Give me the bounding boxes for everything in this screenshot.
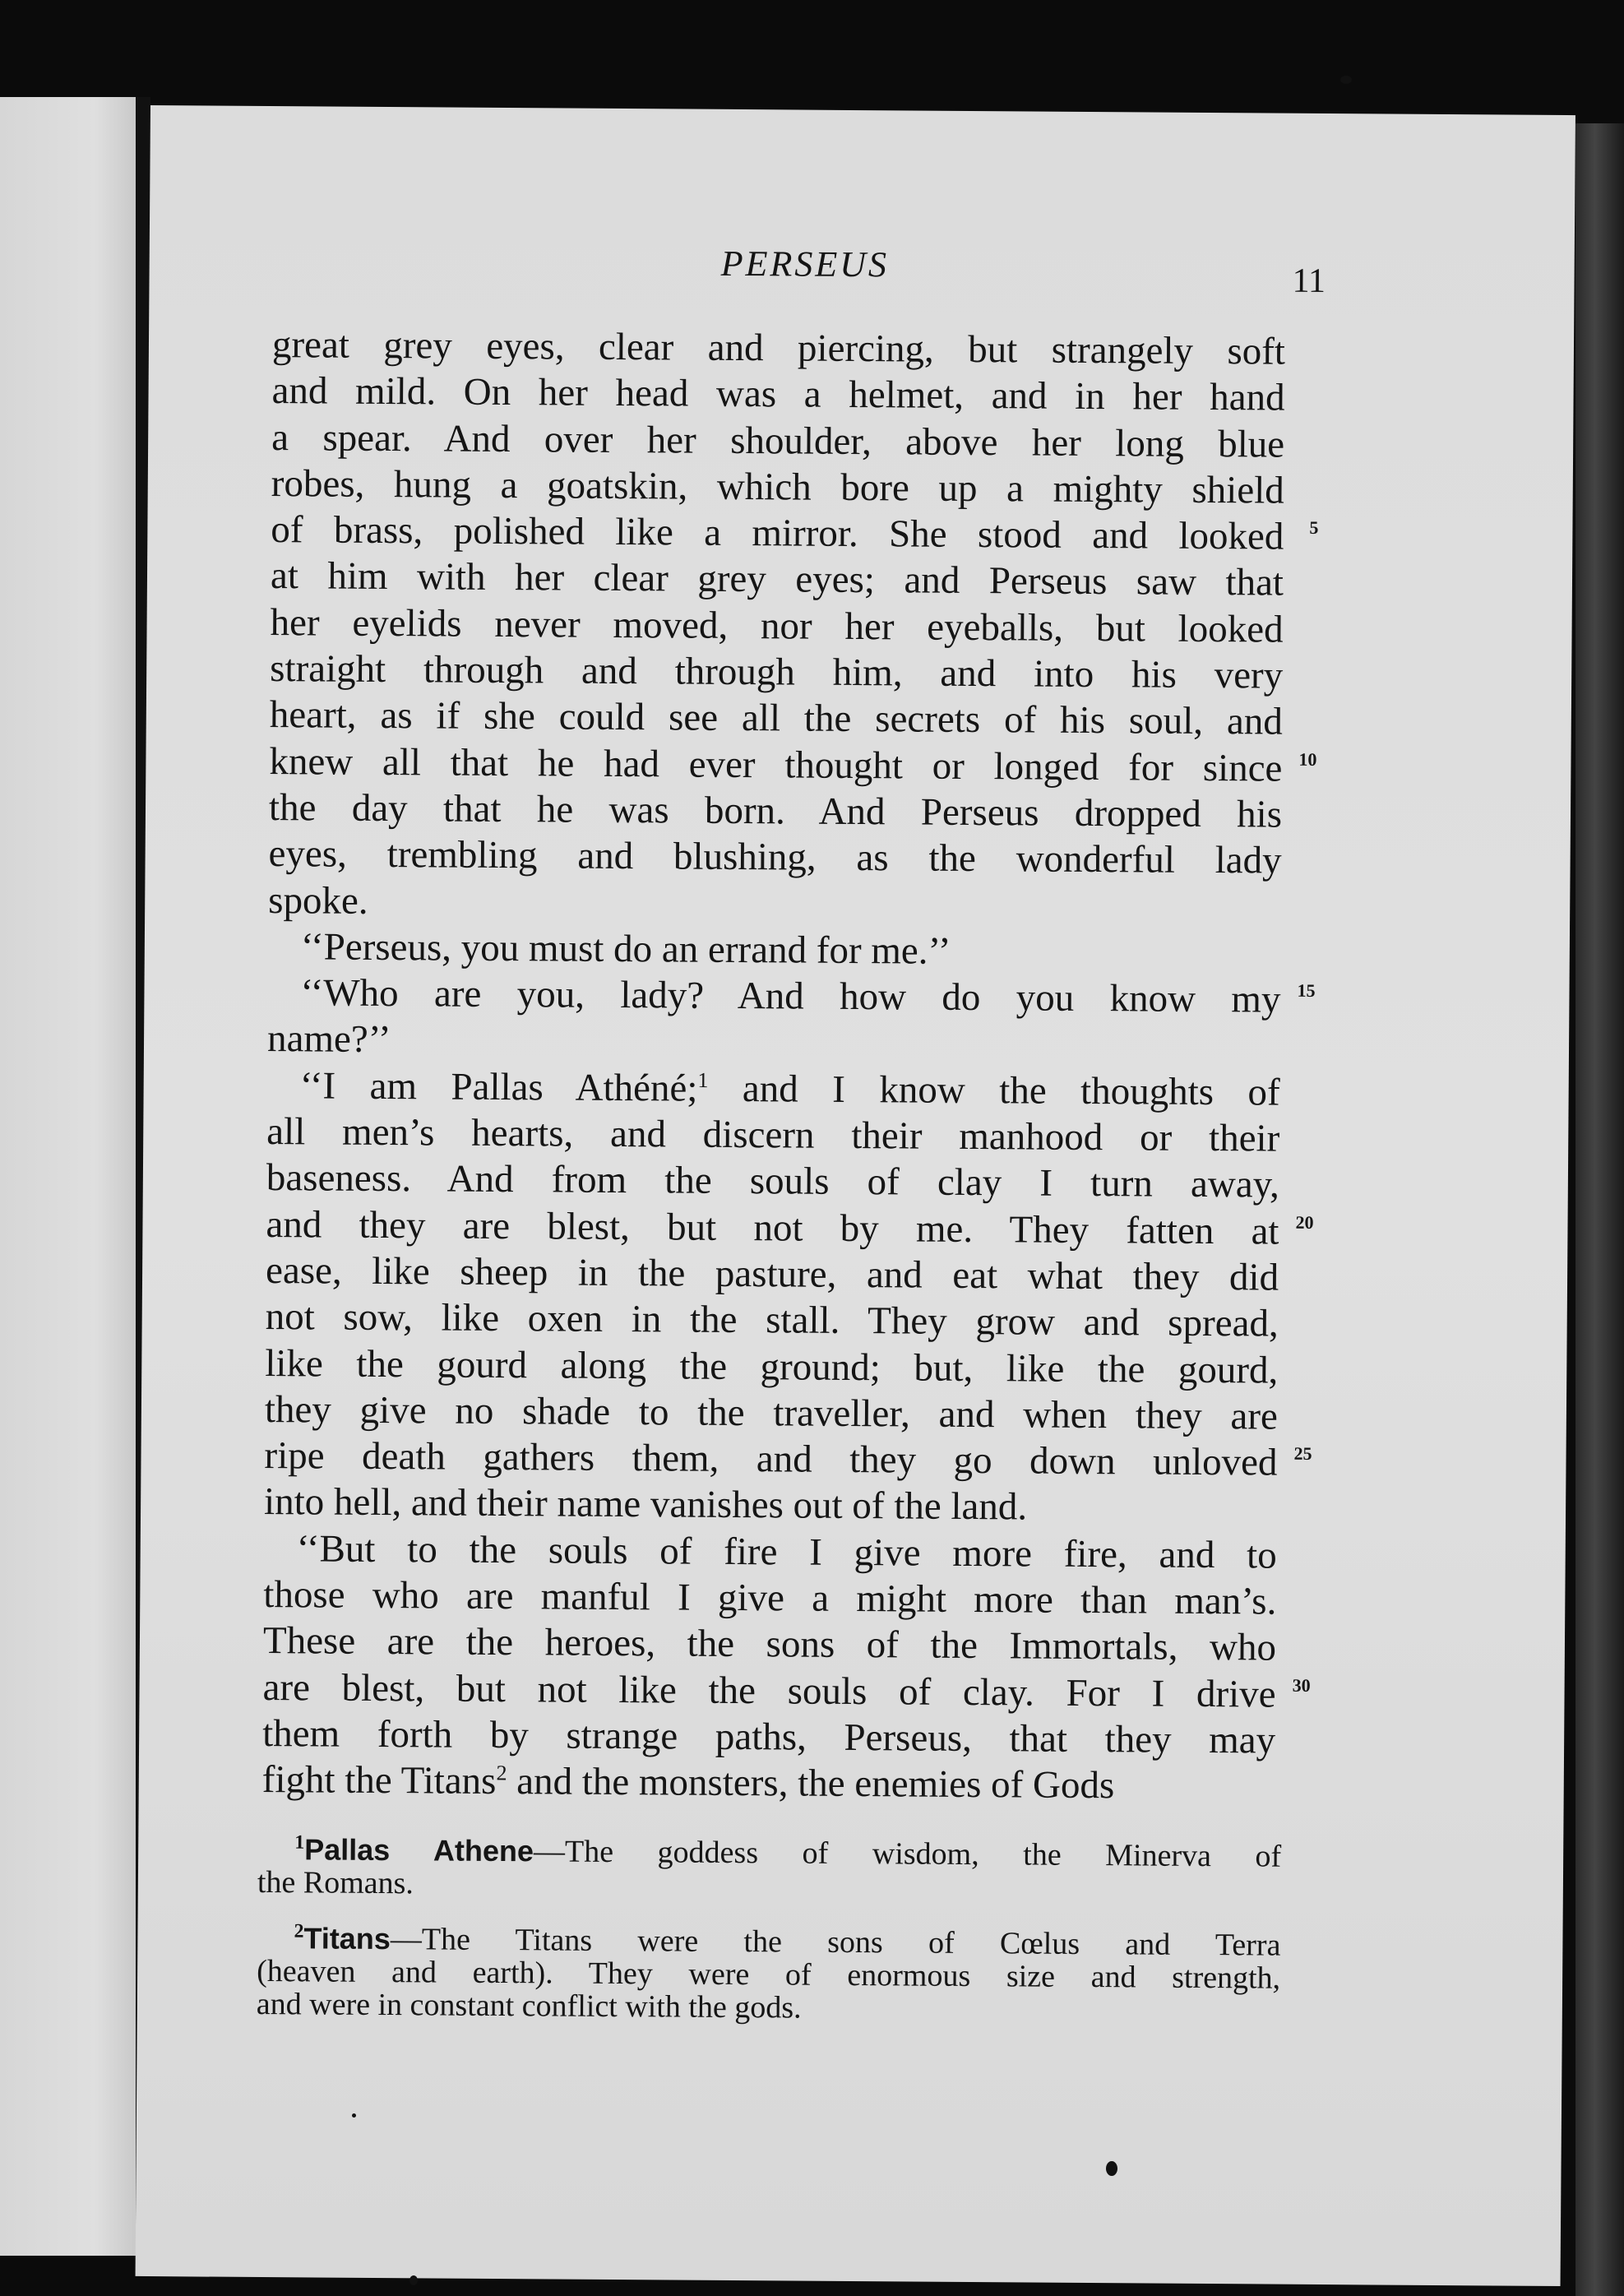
text-line (271, 553, 1284, 607)
line-text: ‘‘I am Pallas Athéné; (299, 1064, 698, 1110)
text-line (271, 461, 1284, 514)
text-line (266, 1109, 1279, 1162)
line-text: and they are blest, but not by me. They fatten at (266, 1202, 1279, 1253)
line-number: 30 (1292, 1674, 1311, 1696)
text-line (265, 1386, 1278, 1440)
footnote-term: Titans (303, 1921, 391, 1956)
text-line (266, 1248, 1279, 1301)
footnote (257, 1922, 1281, 2028)
footnote-reference: 2 (496, 1761, 507, 1785)
page-stack-edge (1575, 123, 1624, 2296)
line-text: knew all that he had ever thought or longed for since (269, 739, 1283, 790)
footnotes (257, 1833, 1282, 2028)
line-text: those who are manful I give a might more than man’s. (263, 1573, 1277, 1623)
line-text: the day that he was born. And Perseus dropped his (268, 785, 1283, 836)
dust-speck (352, 2113, 356, 2118)
line-text: not sow, like oxen in the stall. They grow and spread, (265, 1295, 1279, 1345)
dust-speck (1106, 2161, 1117, 2176)
text-line (262, 1757, 1275, 1810)
footnote-text: the Romans. (257, 1864, 414, 1901)
line-text: spoke. (268, 878, 368, 923)
line-text: they give no shade to the traveller, and when they are (264, 1387, 1279, 1438)
line-text: ease, like sheep in the pasture, and eat what they did (265, 1248, 1279, 1299)
line-text: of brass, polished like a mirror. She stood and looked (271, 508, 1284, 558)
text-line (266, 1155, 1279, 1208)
line-text: baseness. And from the souls of clay I turn away, (266, 1156, 1280, 1206)
text-line (266, 1201, 1314, 1255)
footnote-mark: 2 (294, 1920, 304, 1942)
line-number: 5 (1309, 517, 1319, 539)
line-text: name?’’ (266, 1017, 391, 1062)
text-line (269, 785, 1282, 838)
line-text: eyes, trembling and blushing, as the wonderful lady (268, 832, 1282, 882)
text-line (268, 831, 1281, 884)
text-line (266, 1294, 1279, 1347)
line-text: great grey eyes, clear and piercing, but strangely soft (271, 323, 1286, 373)
text-line (265, 1340, 1278, 1394)
footnote-text: (heaven and earth). They were of enormous size and strength, (257, 1953, 1281, 1996)
text-line (263, 1572, 1276, 1625)
line-text: These are the heroes, the sons of the Immortals, who (262, 1619, 1277, 1669)
line-text: at him with her clear grey eyes; and Perseus saw that (270, 554, 1284, 605)
line-text: straight through and through him, and into his very (270, 647, 1284, 697)
footnote-reference: 1 (697, 1067, 709, 1092)
line-text: ‘‘But to the souls of fire I give more fire, and to (296, 1527, 1277, 1577)
line-number: 20 (1295, 1211, 1314, 1233)
text-line (271, 507, 1319, 560)
line-text-continued: and the monsters, the enemies of Gods (507, 1760, 1115, 1808)
text-line (268, 923, 1281, 977)
line-text: ‘‘Perseus, you must do an errand for me.’’ (300, 925, 951, 973)
line-text: ‘‘Who are you, lady? And how do you know my (300, 971, 1281, 1021)
text-line (267, 970, 1316, 1023)
line-text: a spear. And over her shoulder, above her long blue (271, 415, 1285, 466)
book-page (136, 105, 1575, 2286)
line-text: all men’s hearts, and discern their manhood or their (266, 1110, 1280, 1160)
line-text: ripe death gathers them, and they go down unloved (264, 1434, 1278, 1484)
text-line (264, 1479, 1277, 1532)
text-line (268, 877, 1281, 931)
line-text: them forth by strange paths, Perseus, that they may (261, 1711, 1276, 1762)
line-text: and mild. On her head was a helmet, and in her hand (271, 369, 1285, 419)
footnote (257, 1833, 1282, 1906)
text-line (272, 322, 1285, 375)
text-line (264, 1433, 1312, 1486)
text-line (263, 1618, 1276, 1671)
line-text: into hell, and their name vanishes out of the land. (263, 1480, 1028, 1529)
footnote-term: Pallas Athene (304, 1832, 534, 1868)
line-number: 15 (1297, 979, 1316, 1002)
facing-page-edge (0, 97, 136, 2256)
footnote-mark: 1 (294, 1831, 305, 1854)
text-line (269, 738, 1317, 792)
text-line (270, 646, 1283, 699)
line-text: are blest, but not like the souls of clay. For I drive (262, 1665, 1276, 1716)
text-line (267, 1016, 1280, 1069)
line-number: 10 (1298, 748, 1317, 770)
footnote-text: and were in constant conflict with the gods. (256, 1986, 802, 2025)
line-text: her eyelids never moved, nor her eyeballs, but looked (270, 600, 1284, 651)
footnote-text: —The Titans were the sons of Cœlus and Terra (390, 1922, 1281, 1963)
line-text-continued: and I know the thoughts of (708, 1067, 1280, 1114)
text-line (264, 1525, 1277, 1579)
line-number: 25 (1293, 1442, 1312, 1465)
running-head: PERSEUS (720, 243, 890, 285)
line-text: heart, as if she could see all the secrets of his soul, and (269, 693, 1283, 744)
text-line (271, 368, 1284, 421)
dust-speck (409, 2275, 418, 2285)
line-text: like the gourd along the ground; but, like the gourd, (265, 1341, 1279, 1392)
page-number: 11 (1292, 262, 1326, 300)
line-text: fight the Titans (261, 1758, 497, 1803)
text-line (270, 692, 1283, 745)
dust-speck (1340, 76, 1352, 84)
footnote-text: —The goddess of wisdom, the Minerva of (533, 1834, 1282, 1874)
body-text (261, 322, 1319, 1810)
text-line (270, 599, 1283, 653)
text-line (271, 414, 1284, 468)
text-line (262, 1710, 1275, 1764)
text-line (266, 1062, 1279, 1116)
line-text: robes, hung a goatskin, which bore up a mighty shield (271, 461, 1284, 512)
text-line (262, 1664, 1311, 1718)
